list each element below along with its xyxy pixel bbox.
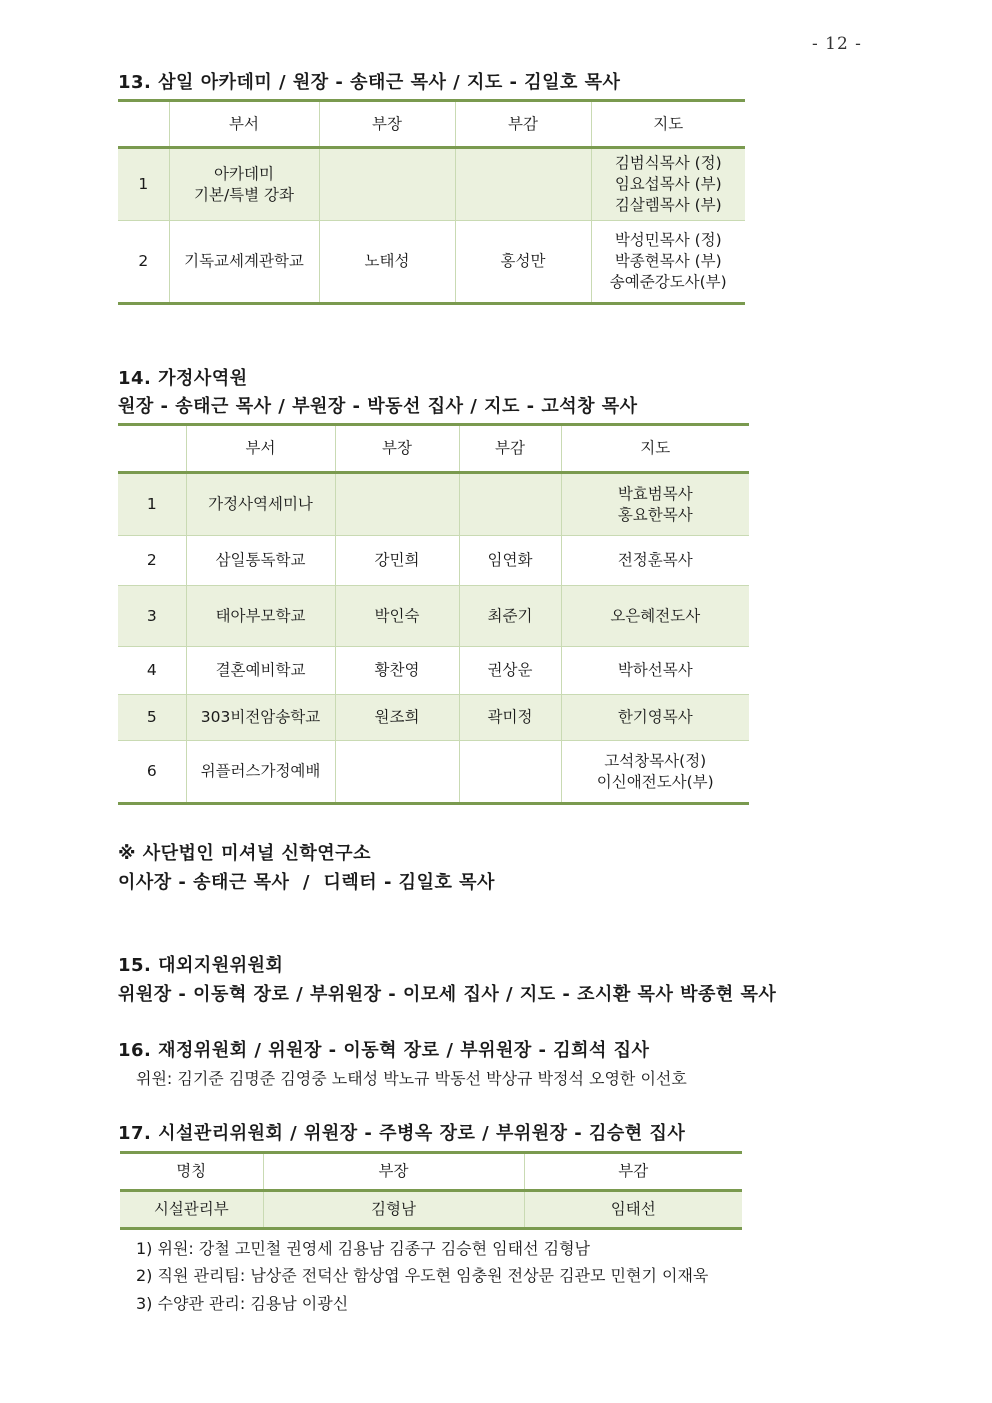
guide-cell: 박효범목사 홍요한목사 [561, 473, 749, 536]
dept-cell: 결혼예비학교 [186, 647, 335, 695]
section-14-heading: 14. 가정사역원 [118, 368, 248, 389]
table-row [118, 221, 745, 304]
section-16-heading: 16. 재정위원회 / 위원장 - 이동혁 장로 / 부위원장 - 김희석 집사 [118, 1040, 650, 1061]
table-header-row [118, 425, 749, 473]
guide-cell: 한기영목사 [561, 695, 749, 741]
table-row [118, 473, 749, 536]
row-number: 1 [118, 148, 169, 221]
facility-note-2: 2) 직원 관리팀: 남상준 전덕산 함상엽 우도현 임충원 전상문 김관모 민현기 이재욱 [136, 1266, 709, 1285]
head-cell: 황찬영 [335, 647, 459, 695]
header-cell: 명칭 [120, 1153, 263, 1191]
row-number: 5 [118, 695, 186, 741]
table-row [120, 1191, 742, 1229]
table-row [118, 536, 749, 586]
academy-table [118, 99, 745, 305]
dept-cell: 기독교세계관학교 [169, 221, 319, 304]
section-14-subheading: 원장 - 송태근 목사 / 부원장 - 박동선 집사 / 지도 - 고석창 목사 [118, 396, 638, 417]
head-cell: 노태성 [319, 221, 455, 304]
header-cell: 지도 [561, 425, 749, 473]
sub-cell: 홍성만 [455, 221, 591, 304]
header-cell: 부서 [186, 425, 335, 473]
header-cell: 부장 [319, 101, 455, 148]
sub-cell [459, 741, 561, 804]
head-cell [335, 473, 459, 536]
row-number: 3 [118, 586, 186, 647]
header-cell [118, 425, 186, 473]
header-cell [118, 101, 169, 148]
header-cell: 부장 [263, 1153, 524, 1191]
head-cell: 박인숙 [335, 586, 459, 647]
header-cell: 부장 [335, 425, 459, 473]
dept-cell: 삼일통독학교 [186, 536, 335, 586]
table-row [118, 695, 749, 741]
facility-note-1: 1) 위원: 강철 고민철 권영세 김용남 김종구 김승현 임태선 김형남 [136, 1239, 590, 1258]
header-cell: 지도 [591, 101, 745, 148]
head-cell: 강민희 [335, 536, 459, 586]
dept-cell: 303비전암송학교 [186, 695, 335, 741]
sub-cell: 임연화 [459, 536, 561, 586]
section-15-heading: 15. 대외지원위원회 [118, 955, 284, 976]
guide-cell: 박하선목사 [561, 647, 749, 695]
family-ministry-table [118, 423, 749, 805]
head-cell [335, 741, 459, 804]
header-cell: 부감 [459, 425, 561, 473]
section-17-heading: 17. 시설관리위원회 / 위원장 - 주병옥 장로 / 부위원장 - 김승현 집사 [118, 1123, 686, 1144]
institute-note-heading: ※ 사단법인 미셔널 신학연구소 [118, 843, 371, 864]
sub-cell: 권상운 [459, 647, 561, 695]
guide-cell: 고석창목사(정) 이신애전도사(부) [561, 741, 749, 804]
row-number: 2 [118, 536, 186, 586]
institute-note-line: 이사장 - 송태근 목사 / 디렉터 - 김일호 목사 [118, 872, 495, 893]
section-15-line: 위원장 - 이동혁 장로 / 부위원장 - 이모세 집사 / 지도 - 조시환 목사 박종현 목사 [118, 984, 777, 1005]
section-13-heading: 13. 삼일 아카데미 / 원장 - 송태근 목사 / 지도 - 김일호 목사 [118, 72, 621, 93]
sub-cell [459, 473, 561, 536]
table-row [118, 647, 749, 695]
sub-cell: 임태선 [524, 1191, 742, 1229]
dept-cell: 가정사역세미나 [186, 473, 335, 536]
guide-cell: 김범식목사 (정) 임요섭목사 (부) 김살렘목사 (부) [591, 148, 745, 221]
guide-cell: 박성민목사 (정) 박종현목사 (부) 송예준강도사(부) [591, 221, 745, 304]
name-cell: 시설관리부 [120, 1191, 263, 1229]
header-cell: 부감 [524, 1153, 742, 1191]
table-row [118, 741, 749, 804]
facility-table [120, 1151, 742, 1230]
sub-cell: 최준기 [459, 586, 561, 647]
facility-note-3: 3) 수양관 관리: 김용남 이광신 [136, 1294, 349, 1313]
head-cell: 원조희 [335, 695, 459, 741]
dept-cell: 위플러스가정예배 [186, 741, 335, 804]
sub-cell [455, 148, 591, 221]
sub-cell: 곽미정 [459, 695, 561, 741]
page-number: - 12 - [812, 34, 862, 54]
head-cell: 김형남 [263, 1191, 524, 1229]
header-cell: 부서 [169, 101, 319, 148]
dept-cell: 아카데미 기본/특별 강좌 [169, 148, 319, 221]
table-row [118, 586, 749, 647]
head-cell [319, 148, 455, 221]
guide-cell: 오은혜전도사 [561, 586, 749, 647]
section-16-members: 위원: 김기준 김명준 김영중 노태성 박노규 박동선 박상규 박정석 오영한 이선호 [136, 1069, 687, 1088]
dept-cell: 태아부모학교 [186, 586, 335, 647]
row-number: 1 [118, 473, 186, 536]
row-number: 4 [118, 647, 186, 695]
guide-cell: 전정훈목사 [561, 536, 749, 586]
header-cell: 부감 [455, 101, 591, 148]
row-number: 6 [118, 741, 186, 804]
row-number: 2 [118, 221, 169, 304]
table-header-row [118, 101, 745, 148]
table-header-row [120, 1153, 742, 1191]
table-row [118, 148, 745, 221]
